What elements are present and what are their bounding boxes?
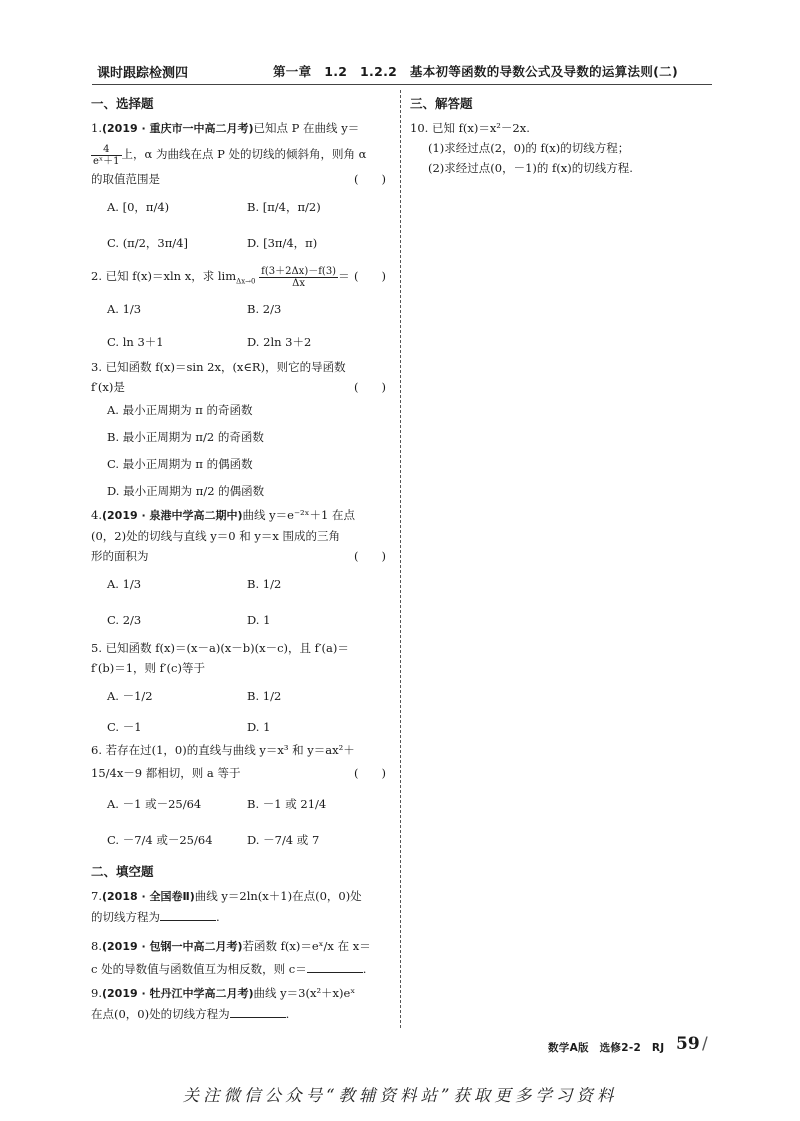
q6-line2: 15/4x－9 都相切，则 a 等于 (91, 766, 241, 780)
q3-option-a: A. 最小正周期为 π 的奇函数 (107, 403, 253, 417)
q8-line2-row (91, 959, 398, 979)
q7-line2-row (91, 907, 398, 927)
q3-line1: 3. 已知函数 f(x)＝sin 2x，(x∈R)，则它的导函数 (91, 360, 346, 374)
q8-line1: 若函数 f(x)＝eˣ/x 在 x＝ (242, 939, 371, 953)
q2-option-b: B. 2/3 (247, 302, 282, 316)
q9-end: . (285, 1007, 290, 1021)
q2-option-a: A. 1/3 (107, 302, 142, 316)
q4-line2: (0，2)处的切线与直线 y＝0 和 y＝x 围成的三角 (91, 529, 341, 543)
q2-fraction: $\frac{f(3+2\Delta x)-f(3)}{\Delta x}$ (261, 265, 337, 289)
q4-source: (2019 · 泉港中学高二期中) (101, 509, 243, 522)
question-9 (91, 983, 398, 1004)
question-4 (91, 505, 398, 526)
handwritten-note: 关注微信公众号“教辅资料站”获取更多学习资料 (182, 1086, 618, 1105)
q4-line2-row (91, 526, 398, 546)
q5-option-a: A. －1/2 (107, 689, 153, 703)
q6-option-a: A. －1 或－25/64 (107, 797, 202, 811)
question-7 (91, 886, 398, 907)
q5-option-b: B. 1/2 (247, 689, 282, 703)
q6-option-b: B. －1 或 21/4 (247, 797, 327, 811)
question-8 (91, 933, 398, 959)
q4-option-d: D. 1 (247, 613, 271, 627)
q5-line1: 5. 已知函数 f(x)＝(x－a)(x－b)(x－c)，且 f′(a)＝ (91, 641, 349, 655)
q5-line2-row (91, 658, 398, 678)
section-answer-title: 三、解答题 (410, 96, 473, 111)
q6-option-c: C. －7/4 或－25/64 (107, 833, 213, 847)
section-fill-title: 二、填空题 (91, 864, 154, 879)
q3-line2: f′(x)是 (91, 380, 125, 394)
right-column (410, 90, 710, 178)
q1-fraction: $\frac{4}{\text{eˣ＋1}}$ (93, 143, 120, 167)
q2-options (107, 291, 398, 357)
header-rule (92, 84, 712, 85)
q2-tail: ＝ (338, 269, 350, 283)
q1-line1: 已知点 P 在曲线 y＝ (253, 121, 360, 135)
q5-option-d: D. 1 (247, 720, 271, 734)
q3-option-b: B. 最小正周期为 π/2 的奇函数 (107, 430, 264, 444)
q4-line3-row (91, 546, 398, 566)
q1-answer-paren: ( ) (354, 172, 386, 186)
q10-line1: 10. 已知 f(x)＝x²－2x. (410, 121, 530, 135)
q5-options (107, 678, 398, 740)
question-10 (410, 118, 710, 138)
q3-option-d: D. 最小正周期为 π/2 的偶函数 (107, 484, 265, 498)
section-choice-title: 一、选择题 (91, 96, 154, 111)
q4-option-a: A. 1/3 (107, 577, 142, 591)
q3-line2-row (91, 377, 398, 397)
q5-line2: f′(b)＝1，则 f′(c)等于 (91, 661, 205, 675)
q4-answer-paren: ( ) (354, 549, 386, 563)
q2-option-d: D. 2ln 3＋2 (247, 335, 312, 349)
q2-answer-paren: ( ) (354, 269, 386, 283)
q4-options (107, 566, 398, 638)
q8-end: . (362, 962, 367, 976)
q7-source: (2018 · 全国卷Ⅱ) (101, 890, 195, 903)
q6-options (107, 786, 398, 858)
page-header (0, 62, 800, 84)
column-divider (400, 90, 401, 1028)
q7-answer-blank (160, 908, 216, 921)
q4-option-b: B. 1/2 (247, 577, 282, 591)
q9-source: (2019 · 牡丹江中学高二月考) (101, 987, 254, 1000)
q9-line1: 曲线 y＝3(x²＋x)eˣ (253, 986, 356, 1000)
q1-source: (2019 · 重庆市一中高二月考) (101, 122, 254, 135)
q8-answer-blank (307, 960, 363, 973)
q2-text: 2. 已知 f(x)＝xln x，求 lim (91, 269, 237, 283)
q1-line3: 的取值范围是 (91, 172, 160, 186)
q6-line1: 6. 若存在过(1，0)的直线与曲线 y＝x³ 和 y＝ax²＋ (91, 743, 355, 757)
q4-number: 4. (91, 508, 102, 522)
q9-number: 9. (91, 986, 102, 1000)
q7-line2: 的切线方程为 (91, 910, 160, 924)
footer-badge: 数学A版 选修2-2 RJ (548, 1042, 665, 1054)
question-2 (91, 261, 398, 291)
q9-answer-blank (230, 1005, 286, 1018)
q1-option-a: A. [0，π/4) (107, 200, 170, 214)
question-3 (91, 357, 398, 377)
q7-end: . (216, 910, 220, 924)
q4-line3: 形的面积为 (91, 549, 149, 563)
left-column (91, 90, 398, 1024)
header-chapter-title: 第一章 1.2 1.2.2 基本初等函数的导数公式及导数的运算法则(二) (273, 64, 678, 79)
q10-sub-1: (1)求经过点(2，0)的 f(x)的切线方程； (428, 141, 630, 155)
page-slash: / (702, 1034, 708, 1054)
q1-option-d: D. [3π/4，π) (247, 236, 318, 250)
q6-answer-paren: ( ) (354, 766, 386, 780)
q1-line3-row (91, 169, 398, 189)
q4-line1: 曲线 y＝e⁻²ˣ＋1 在点 (242, 508, 355, 522)
question-1 (91, 118, 398, 139)
q2-lim-sub: Δx→0 (236, 277, 256, 286)
q4-option-c: C. 2/3 (107, 613, 142, 627)
question-6 (91, 740, 398, 760)
q2-option-c: C. ln 3＋1 (107, 335, 164, 349)
q9-line2: 在点(0，0)处的切线方程为 (91, 1007, 230, 1021)
q10-sub-2: (2)求经过点(0，－1)的 f(x)的切线方程. (428, 161, 633, 175)
q7-line1: 曲线 y＝2ln(x＋1)在点(0，0)处 (194, 889, 362, 903)
q1-option-c: C. (π/2，3π/4] (107, 236, 188, 250)
q1-number: 1. (91, 121, 102, 135)
q6-option-d: D. －7/4 或 7 (247, 833, 320, 847)
q3-answer-paren: ( ) (354, 380, 386, 394)
q3-option-c: C. 最小正周期为 π 的偶函数 (107, 457, 253, 471)
q6-line2-row (91, 760, 398, 786)
q1-option-b: B. [π/4，π/2) (247, 200, 321, 214)
q1-line2: 上，α 为曲线在点 P 处的切线的倾斜角，则角 α (121, 147, 367, 161)
page-number: 59 (676, 1034, 700, 1054)
q8-source: (2019 · 包钢一中高二月考) (101, 940, 243, 953)
q9-line2-row (91, 1004, 398, 1024)
q8-line2: c 处的导数值与函数值互为相反数，则 c＝ (91, 962, 307, 976)
q1-line2-row (91, 139, 398, 169)
q3-options (107, 397, 398, 505)
header-left-title: 课时跟踪检测四 (97, 66, 189, 81)
question-5 (91, 638, 398, 658)
q1-options (107, 189, 398, 261)
q7-number: 7. (91, 889, 102, 903)
q8-number: 8. (91, 939, 102, 953)
q5-option-c: C. －1 (107, 720, 142, 734)
